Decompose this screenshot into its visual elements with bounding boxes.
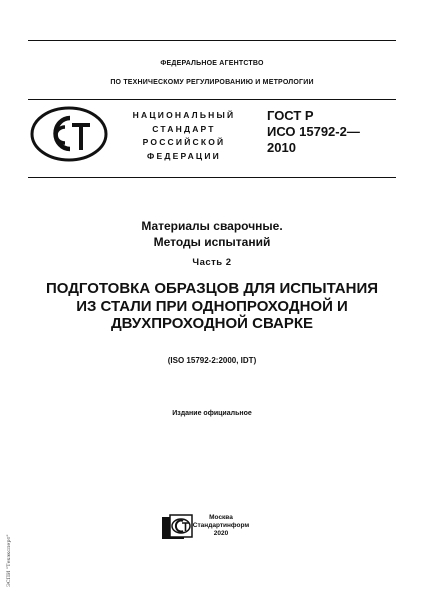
title-line-2: Методы испытаний xyxy=(153,235,271,249)
subject-line-2: ИЗ СТАЛИ ПРИ ОДНОПРОХОДНОЙ И xyxy=(76,297,348,315)
iso-reference: (ISO 15792-2:2000, IDT) xyxy=(167,356,257,365)
edition-label: Издание официальное xyxy=(172,410,252,417)
watermark-text: ЭСПИ "Техэксперт" xyxy=(6,534,12,587)
subject-line-1: ПОДГОТОВКА ОБРАЗЦОВ ДЛЯ ИСПЫТАНИЯ xyxy=(45,280,379,297)
publisher-block xyxy=(191,514,251,539)
gost-line-1: ГОСТ Р xyxy=(267,108,314,123)
gost-designation xyxy=(267,108,387,156)
agency-line-2: ПО ТЕХНИЧЕСКОМУ РЕГУЛИРОВАНИЮ И МЕТРОЛОГИИ xyxy=(110,79,314,86)
national-line-1: НАЦИОНАЛЬНЫЙ xyxy=(132,110,236,120)
standartinform-logo-icon xyxy=(161,513,194,541)
publisher-name: Стандартинформ xyxy=(192,522,250,530)
publisher-city: Москва xyxy=(209,514,233,521)
gost-line-2: ИСО 15792-2— xyxy=(267,124,360,139)
standard-rule xyxy=(28,177,396,178)
subject-title xyxy=(0,280,424,333)
agency-line-1: ФЕДЕРАЛЬНОЕ АГЕНТСТВО xyxy=(160,60,264,67)
gost-r-logo-icon xyxy=(30,106,108,162)
national-standard-label xyxy=(116,109,252,163)
gost-line-3: 2010 xyxy=(267,140,296,155)
publisher-year: 2020 xyxy=(213,530,229,538)
header-rule xyxy=(28,99,396,100)
national-line-3: РОССИЙСКОЙ xyxy=(142,137,226,147)
part-label: Часть 2 xyxy=(192,257,232,268)
top-rule xyxy=(28,40,396,41)
title-line-1: Материалы сварочные. xyxy=(141,219,283,233)
national-line-4: ФЕДЕРАЦИИ xyxy=(147,150,221,161)
national-line-2: СТАНДАРТ xyxy=(152,123,216,134)
subject-line-3: ДВУХПРОХОДНОЙ СВАРКЕ xyxy=(110,315,314,332)
